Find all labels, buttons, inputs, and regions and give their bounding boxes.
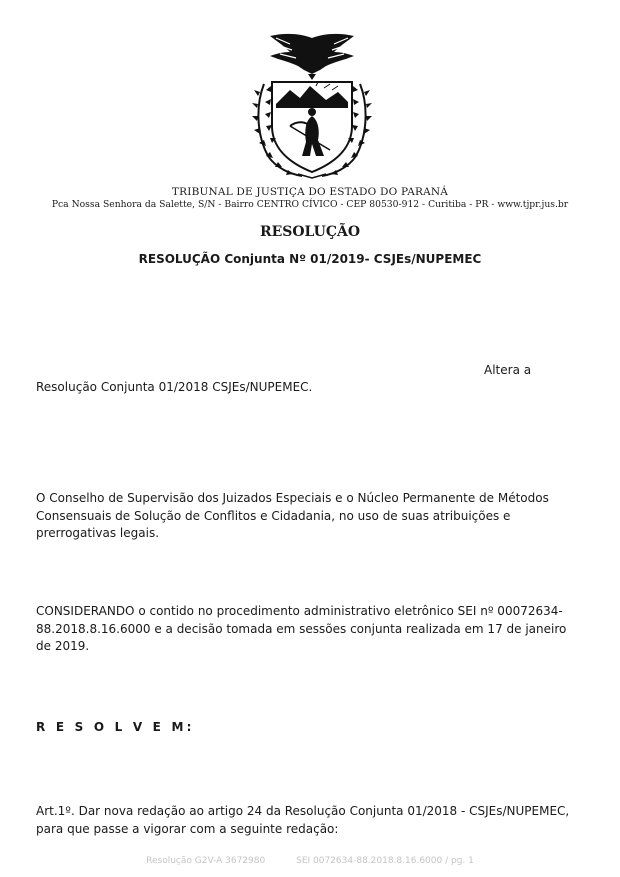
resolvem-heading: R E S O L V E M: bbox=[36, 720, 195, 734]
court-name: TRIBUNAL DE JUSTIÇA DO ESTADO DO PARANÁ bbox=[171, 186, 449, 198]
considerando-paragraph: CONSIDERANDO o contido no procedimento administrativo eletrônico SEI nº 00072634-88.2018.8.16.6000 e a decisão tomada em sessões conjunta realizada em 17 de janeiro de 2019. bbox=[36, 604, 567, 653]
court-address: Pca Nossa Senhora da Salette, S/N - Bairro CENTRO CÍVICO - CEP 80530-912 - Curitiba - PR - www.tjpr.jus.br bbox=[51, 199, 569, 210]
document-subtitle: RESOLUÇÃO Conjunta Nº 01/2019- CSJEs/NUPEMEC bbox=[138, 252, 482, 266]
document-title: RESOLUÇÃO bbox=[259, 224, 361, 240]
ementa-part-1: Altera a bbox=[484, 363, 532, 377]
page-footer bbox=[0, 856, 620, 866]
preamble-paragraph: O Conselho de Supervisão dos Juizados Especiais e o Núcleo Permanente de Métodos Consensuais de Solução de Conflitos e Cidadania, no uso de suas atribuições e prerrogativas legais. bbox=[36, 491, 549, 540]
parana-coat-of-arms-icon bbox=[246, 30, 378, 180]
footer-document-id: Resolução G2V-A 3672980 bbox=[146, 856, 266, 866]
ementa-part-2: Resolução Conjunta 01/2018 CSJEs/NUPEMEC. bbox=[36, 380, 313, 394]
footer-sei-page: SEI 0072634-88.2018.8.16.6000 / pg. 1 bbox=[296, 856, 474, 866]
article-1-paragraph: Art.1º. Dar nova redação ao artigo 24 da Resolução Conjunta 01/2018 - CSJEs/NUPEMEC, para que passe a vigorar com a seguinte redação: bbox=[36, 804, 570, 836]
